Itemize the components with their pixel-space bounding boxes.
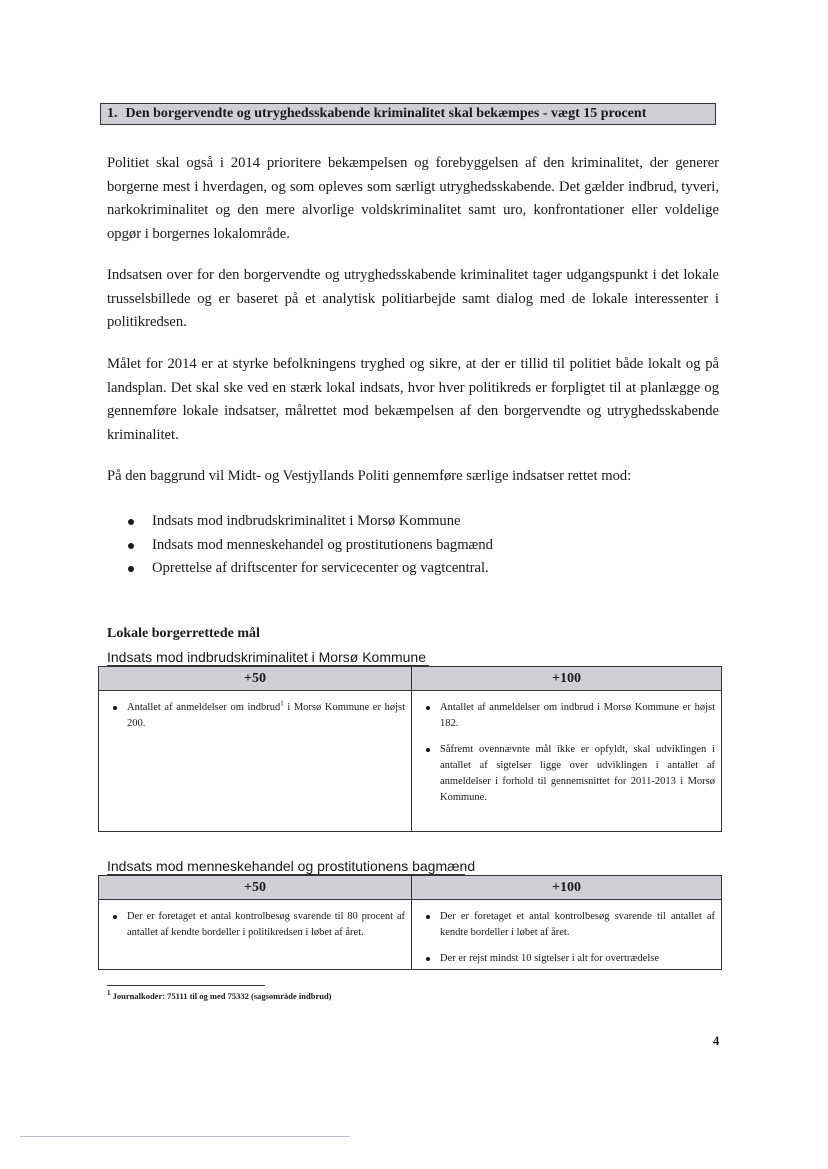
table2-cell-col2 bbox=[412, 900, 721, 969]
bullet-item: Indsats mod menneskehandel og prostitutionens bagmænd bbox=[125, 534, 493, 558]
table2-header-col1: +50 bbox=[99, 876, 412, 900]
section-number: 1. bbox=[107, 106, 118, 121]
local-goals-heading: Lokale borgerrettede mål bbox=[107, 626, 260, 641]
table1-header-col2: +100 bbox=[412, 667, 721, 691]
bullet-item: Indsats mod indbrudskriminalitet i Morsø Kommune bbox=[125, 510, 493, 534]
table1-col2-item: Såfremt ovennævnte mål ikke er opfyldt, skal udviklingen i antallet af sigtelser ligge over udviklingen i antallet af anmeldelser i forhold til gennemsnittet for 2011-2013 i Morsø Kommune. bbox=[424, 742, 715, 806]
footnote-divider bbox=[107, 985, 265, 986]
table1-header-col1: +50 bbox=[99, 667, 412, 691]
bullet-item: Oprettelse af driftscenter for servicecenter og vagtcentral. bbox=[125, 557, 493, 581]
table2-col1-item: Der er foretaget et antal kontrolbesøg svarende til 80 procent af antallet af kendte bordeller i politikredsen i løbet af året. bbox=[111, 909, 405, 941]
page-number: 4 bbox=[713, 1034, 720, 1048]
table2 bbox=[98, 875, 722, 970]
table2-cell-col1 bbox=[99, 900, 412, 969]
table1-caption: Indsats mod indbrudskriminalitet i Morsø Kommune bbox=[107, 649, 427, 665]
table2-header-col2: +100 bbox=[412, 876, 721, 900]
table2-caption: Indsats mod menneskehandel og prostitutionens bagmænd bbox=[107, 858, 476, 874]
paragraph-1: Politiet skal også i 2014 prioritere bekæmpelsen og forebyggelsen af den kriminalitet, der generer borgerne mest i hverdagen, og som opleves som særligt utryghedsskabende. Det gælder indbrud, tyveri, narkokriminalitet og den mere alvorlige voldskriminalitet samt uro, konfrontationer eller voldelige opgør i borgernes lokalområde. bbox=[107, 155, 719, 242]
table1-col1-item: Antallet af anmeldelser om indbrud$^1$ i Morsø Kommune er højst 200. bbox=[111, 700, 405, 732]
paragraph-2: Indsatsen over for den borgervendte og utryghedsskabende kriminalitet tager udgangspunkt i det lokale trusselsbillede og er baseret på et analytisk politiarbejde samt dialog med de lokale interessenter i politikredsen. bbox=[107, 267, 719, 330]
bullet-list bbox=[125, 510, 493, 581]
footnote-ref: 1 bbox=[280, 699, 284, 708]
table1 bbox=[98, 666, 722, 832]
table1-cell-col1 bbox=[99, 691, 412, 831]
table1-col2-item: Antallet af anmeldelser om indbrud i Morsø Kommune er højst 182. bbox=[424, 700, 715, 732]
section-title: Den borgervendte og utryghedsskabende kriminalitet skal bekæmpes - vægt 15 procent bbox=[125, 106, 647, 121]
table2-col2-item: Der er foretaget et antal kontrolbesøg svarende til antallet af kendte bordeller i løbet af året. bbox=[424, 909, 715, 941]
footnote-text: Journalkoder: 75111 til og med 75332 (sagsområde indbrud) bbox=[110, 991, 332, 1001]
table1-cell-col2 bbox=[412, 691, 721, 831]
scan-artifact-line bbox=[20, 1136, 350, 1137]
footnote bbox=[107, 991, 332, 1001]
paragraph-4: På den baggrund vil Midt- og Vestjyllands Politi gennemføre særlige indsatser rettet mod: bbox=[107, 468, 632, 484]
footnote-marker: 1 bbox=[107, 989, 111, 998]
paragraph-3: Målet for 2014 er at styrke befolkningens tryghed og sikre, at der er tillid til politiet både lokalt og på landsplan. Det skal ske ved en stærk lokal indsats, hvor hver politikreds er forpligtet til at planlægge og gennemføre lokale indsatser, målrettet mod bekæmpelsen af den borgervendte og utryghedsskabende kriminalitet. bbox=[107, 356, 719, 443]
table2-col2-item: Der er rejst mindst 10 sigtelser i alt for overtrædelse bbox=[424, 951, 715, 967]
section-header bbox=[100, 103, 716, 125]
